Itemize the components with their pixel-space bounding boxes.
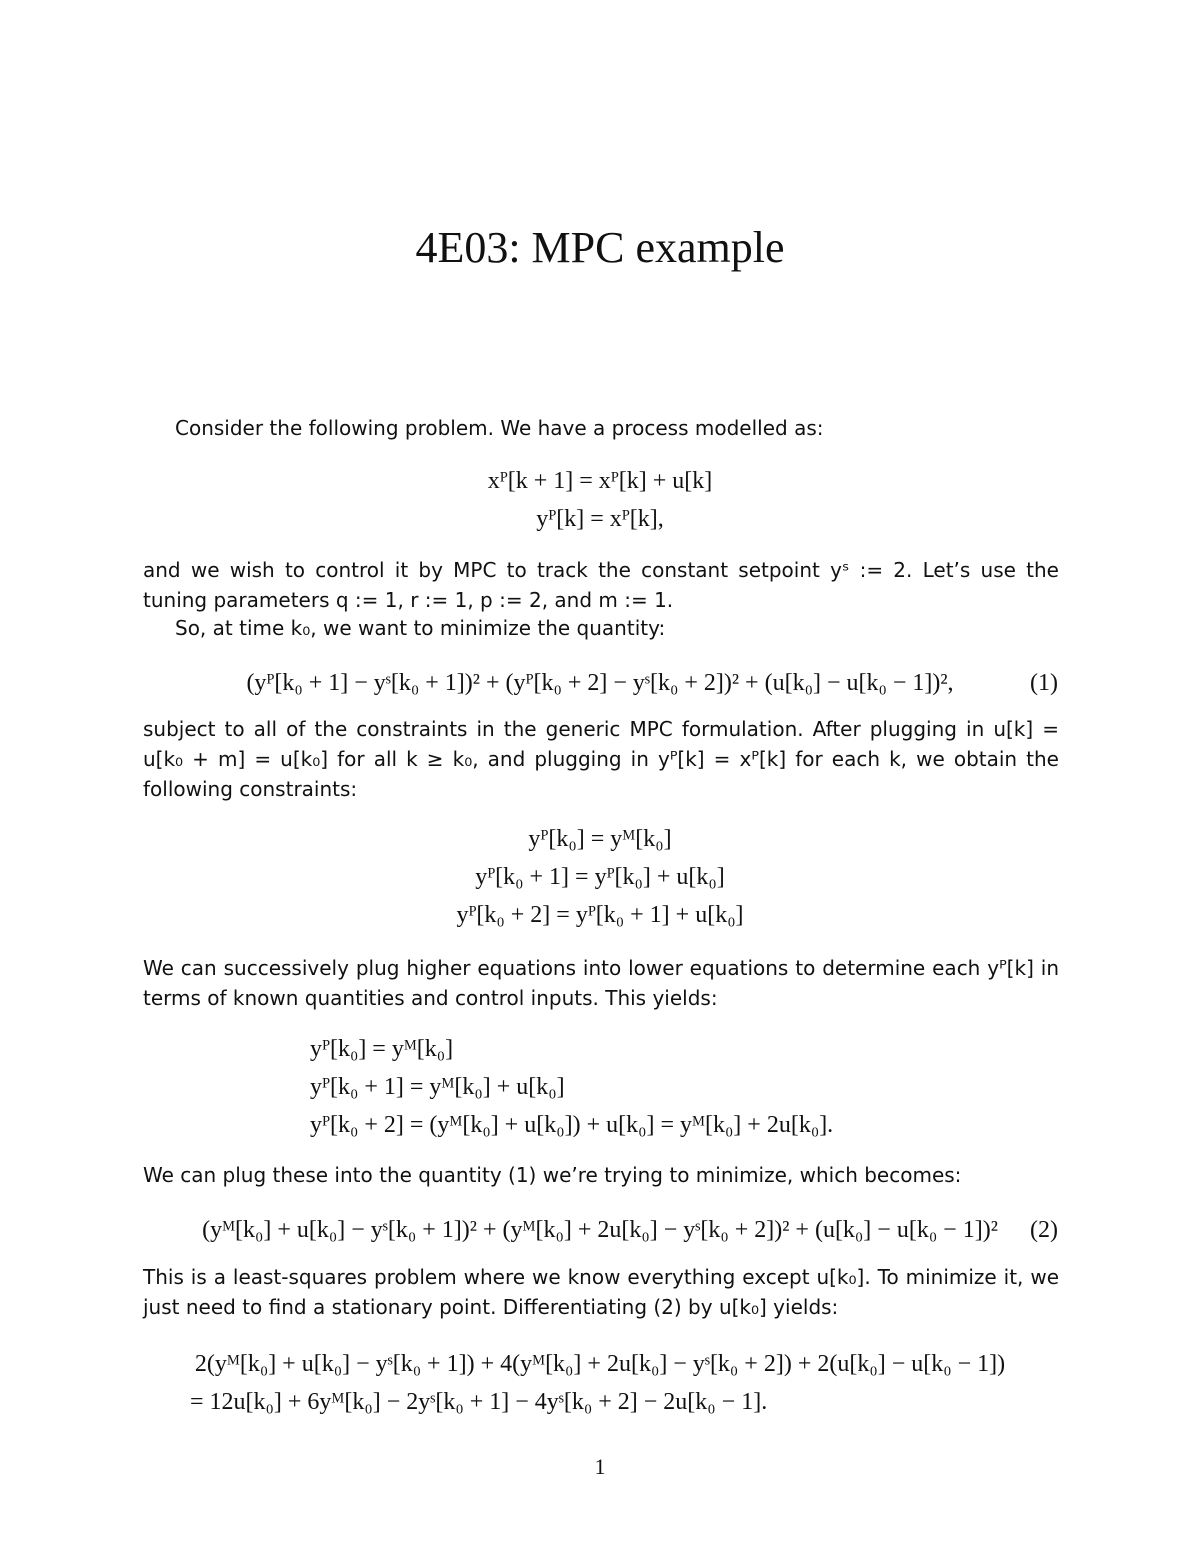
paragraph-minimize: So, at time k₀, we want to minimize the quantity:	[175, 616, 666, 640]
objective-equation-1	[0, 664, 1200, 702]
paragraph-substitution: We can successively plug higher equations into lower equations to determine each yᴾ[k] in terms of known quantities and control inputs. This yields:	[143, 956, 1059, 1010]
objective-equation-2	[0, 1211, 1200, 1249]
paragraph-constraints: subject to all of the constraints in the generic MPC formulation. After plugging in u[k] = u[k₀ + m] = u[k₀] for all k ≥ k₀, and plugging in yᴾ[k] = xᴾ[k] for each k, we obtain the following constraints:	[143, 717, 1059, 801]
process-model-equation-2: yᴾ[k] = xᴾ[k],	[536, 506, 664, 532]
paragraph-least-squares: This is a least-squares problem where we know everything except u[k₀]. To minimize it, we just need to find a stationary point. Differentiating (2) by u[k₀] yields:	[143, 1265, 1059, 1319]
objective-equation-2-body: (yᴹ[k₀] + u[k₀] − yˢ[k₀ + 1])² + (yᴹ[k₀] + 2u[k₀] − yˢ[k₀ + 2])² + (u[k₀] − u[k₀ − 1])²	[202, 1217, 998, 1243]
paragraph-intro: Consider the following problem. We have a process modelled as:	[175, 416, 824, 440]
derived-equation-1: yᴾ[k₀] = yᴹ[k₀]	[310, 1036, 454, 1062]
process-model-equation-1: xᴾ[k + 1] = xᴾ[k] + u[k]	[487, 468, 713, 494]
paragraph-setpoint: and we wish to control it by MPC to track the constant setpoint yˢ := 2. Let’s use the tuning parameters q := 1, r := 1, p := 2, and m := 1.	[143, 558, 1059, 612]
page-number: 1	[594, 1454, 606, 1479]
equation-tag-2: (2)	[1030, 1217, 1058, 1243]
constraint-equation-2: yᴾ[k₀ + 1] = yᴾ[k₀] + u[k₀]	[475, 864, 725, 890]
page-title: 4E03: MPC example	[415, 223, 785, 272]
equation-tag-1: (1)	[1030, 670, 1058, 696]
derivative-equation-2: = 12u[k₀] + 6yᴹ[k₀] − 2yˢ[k₀ + 1] − 4yˢ[k₀ + 2] − 2u[k₀ − 1].	[190, 1389, 768, 1415]
derived-equation-3: yᴾ[k₀ + 2] = (yᴹ[k₀] + u[k₀]) + u[k₀] = yᴹ[k₀] + 2u[k₀].	[310, 1112, 834, 1138]
objective-equation-1-body: (yᴾ[k₀ + 1] − yˢ[k₀ + 1])² + (yᴾ[k₀ + 2] − yˢ[k₀ + 2])² + (u[k₀] − u[k₀ − 1])²,	[246, 670, 954, 696]
derivative-equation-1: 2(yᴹ[k₀] + u[k₀] − yˢ[k₀ + 1]) + 4(yᴹ[k₀] + 2u[k₀] − yˢ[k₀ + 2]) + 2(u[k₀] − u[k₀ − 1])	[194, 1351, 1006, 1377]
constraint-equation-3: yᴾ[k₀ + 2] = yᴾ[k₀ + 1] + u[k₀]	[456, 902, 744, 928]
paragraph-plug-in: We can plug these into the quantity (1) we’re trying to minimize, which becomes:	[143, 1163, 962, 1187]
constraint-equation-1: yᴾ[k₀] = yᴹ[k₀]	[528, 826, 672, 852]
derived-equation-2: yᴾ[k₀ + 1] = yᴹ[k₀] + u[k₀]	[310, 1074, 565, 1100]
